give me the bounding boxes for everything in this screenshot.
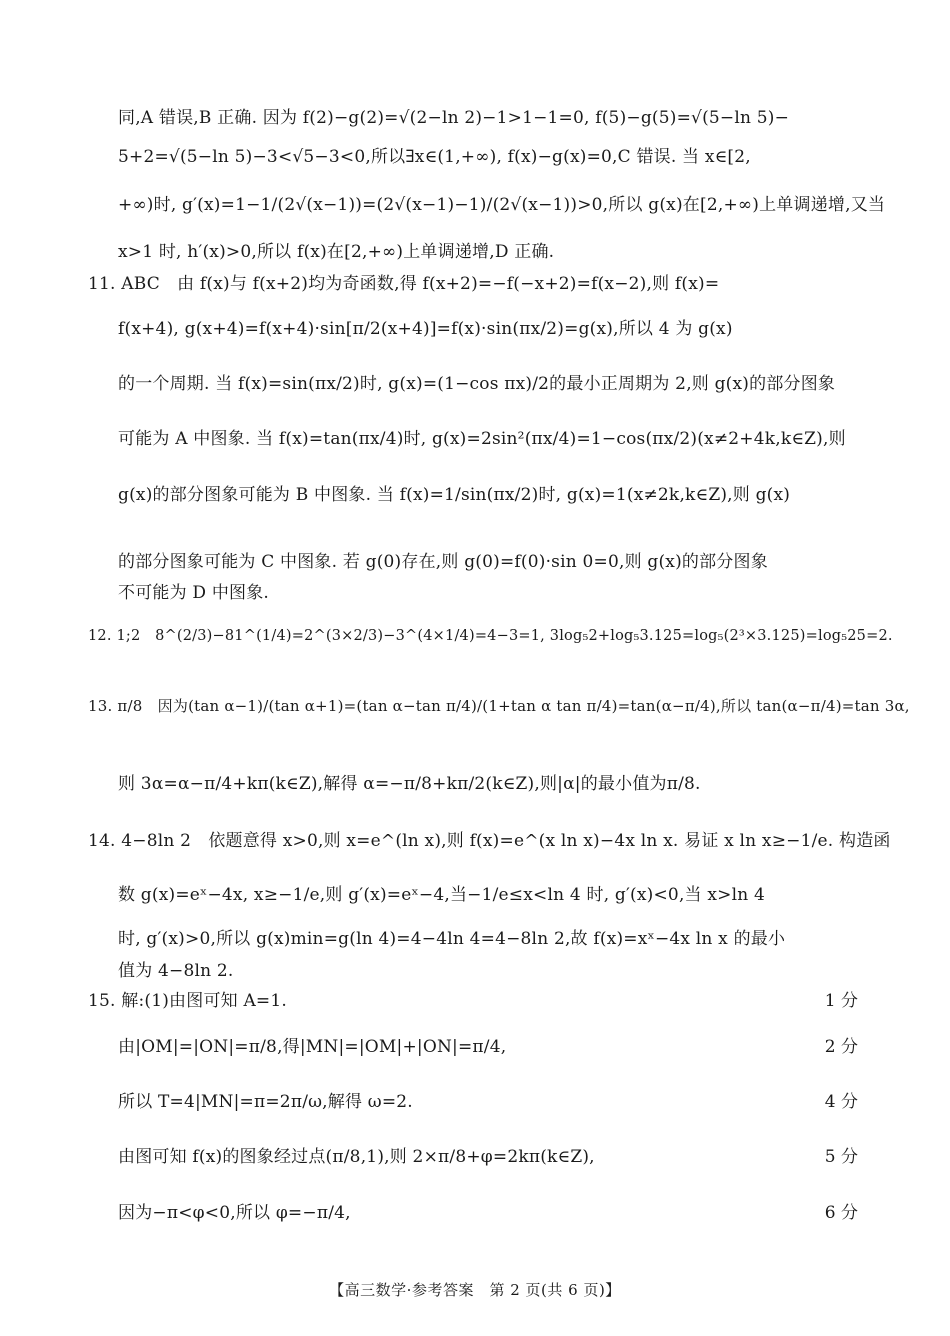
text-line: 时, g′(x)>0,所以 g(x)min=g(ln 4)=4−4ln 4=4−8ln 2,故 f(x)=xˣ−4x ln x 的最小 <box>118 929 786 949</box>
answer-15-step-1: 15. 解:(1)由图可知 A=1. <box>88 991 287 1011</box>
text-line: 的部分图象可能为 C 中图象. 若 g(0)存在,则 g(0)=f(0)·sin 0=0,则 g(x)的部分图象 <box>118 552 768 572</box>
answer-15-step-3: 所以 T=4|MN|=π=2π/ω,解得 ω=2. <box>118 1092 413 1112</box>
leader-dots <box>330 989 808 1013</box>
text-line: g(x)的部分图象可能为 B 中图象. 当 f(x)=1/sin(πx/2)时, g(x)=1(x≠2k,k∈Z),则 g(x) <box>118 485 791 505</box>
answer-12: 12. 1;2 8^(2/3)−81^(1/4)=2^(3×2/3)−3^(4×1/4)=4−3=1, 3log₅2+log₅3.125=log₅(2³×3.125)=log₅25=2. <box>88 628 893 644</box>
leader-dots <box>442 1090 808 1114</box>
text-line: +∞)时, g′(x)=1−1/(2√(x−1))=(2√(x−1)−1)/(2√(x−1))>0,所以 g(x)在[2,+∞)上单调递增,又当 <box>118 195 886 215</box>
leader-dots <box>666 1145 808 1169</box>
text-line: 5+2=√(5−ln 5)−3<√5−3<0,所以∃x∈(1,+∞), f(x)−g(x)=0,C 错误. 当 x∈[2, <box>118 147 751 167</box>
text-line: 则 3α=α−π/4+kπ(k∈Z),解得 α=−π/8+kπ/2(k∈Z),则|α|的最小值为π/8. <box>118 774 701 794</box>
score: 1 分 <box>824 991 858 1011</box>
text-line: 值为 4−8ln 2. <box>118 961 234 981</box>
score: 4 分 <box>824 1092 858 1112</box>
text-line: 不可能为 D 中图象. <box>118 583 270 603</box>
leader-dots <box>384 1201 808 1225</box>
answer-15-step-2: 由|OM|=|ON|=π/8,得|MN|=|OM|+|ON|=π/4, <box>118 1037 507 1057</box>
text-line: x>1 时, h′(x)>0,所以 f(x)在[2,+∞)上单调递增,D 正确. <box>118 242 555 262</box>
answer-13: 13. π/8 因为(tan α−1)/(tan α+1)=(tan α−tan π/4)/(1+tan α tan π/4)=tan(α−π/4),所以 tan(α−π/4)=tan 3α, <box>88 697 910 715</box>
answer-15-step-5: 因为−π<φ<0,所以 φ=−π/4, <box>118 1203 351 1223</box>
score: 6 分 <box>824 1203 858 1223</box>
answer-15-step-4: 由图可知 f(x)的图象经过点(π/8,1),则 2×π/8+φ=2kπ(k∈Z), <box>118 1147 595 1167</box>
text-line: 可能为 A 中图象. 当 f(x)=tan(πx/4)时, g(x)=2sin²(πx/4)=1−cos(πx/2)(x≠2+4k,k∈Z),则 <box>118 429 846 449</box>
score: 2 分 <box>824 1037 858 1057</box>
answer-14: 14. 4−8ln 2 依题意得 x>0,则 x=e^(ln x),则 f(x)=e^(x ln x)−4x ln x. 易证 x ln x≥−1/e. 构造函 <box>88 831 891 851</box>
answer-11: 11. ABC 由 f(x)与 f(x+2)均为奇函数,得 f(x+2)=−f(−x+2)=f(x−2),则 f(x)= <box>88 274 720 294</box>
text-line: 同,A 错误,B 正确. 因为 f(2)−g(2)=√(2−ln 2)−1>1−1=0, f(5)−g(5)=√(5−ln 5)− <box>118 108 790 128</box>
score: 5 分 <box>824 1147 858 1167</box>
text-line: 的一个周期. 当 f(x)=sin(πx/2)时, g(x)=(1−cos πx)/2的最小正周期为 2,则 g(x)的部分图象 <box>118 374 836 394</box>
text-line: f(x+4), g(x+4)=f(x+4)·sin[π/2(x+4)]=f(x)·sin(πx/2)=g(x),所以 4 为 g(x) <box>118 319 733 339</box>
text-line: 数 g(x)=eˣ−4x, x≥−1/e,则 g′(x)=eˣ−4,当−1/e≤x<ln 4 时, g′(x)<0,当 x>ln 4 <box>118 885 765 905</box>
leader-dots <box>568 1035 808 1059</box>
page-footer: 【高三数学·参考答案 第 2 页(共 6 页)】 <box>329 1281 621 1299</box>
